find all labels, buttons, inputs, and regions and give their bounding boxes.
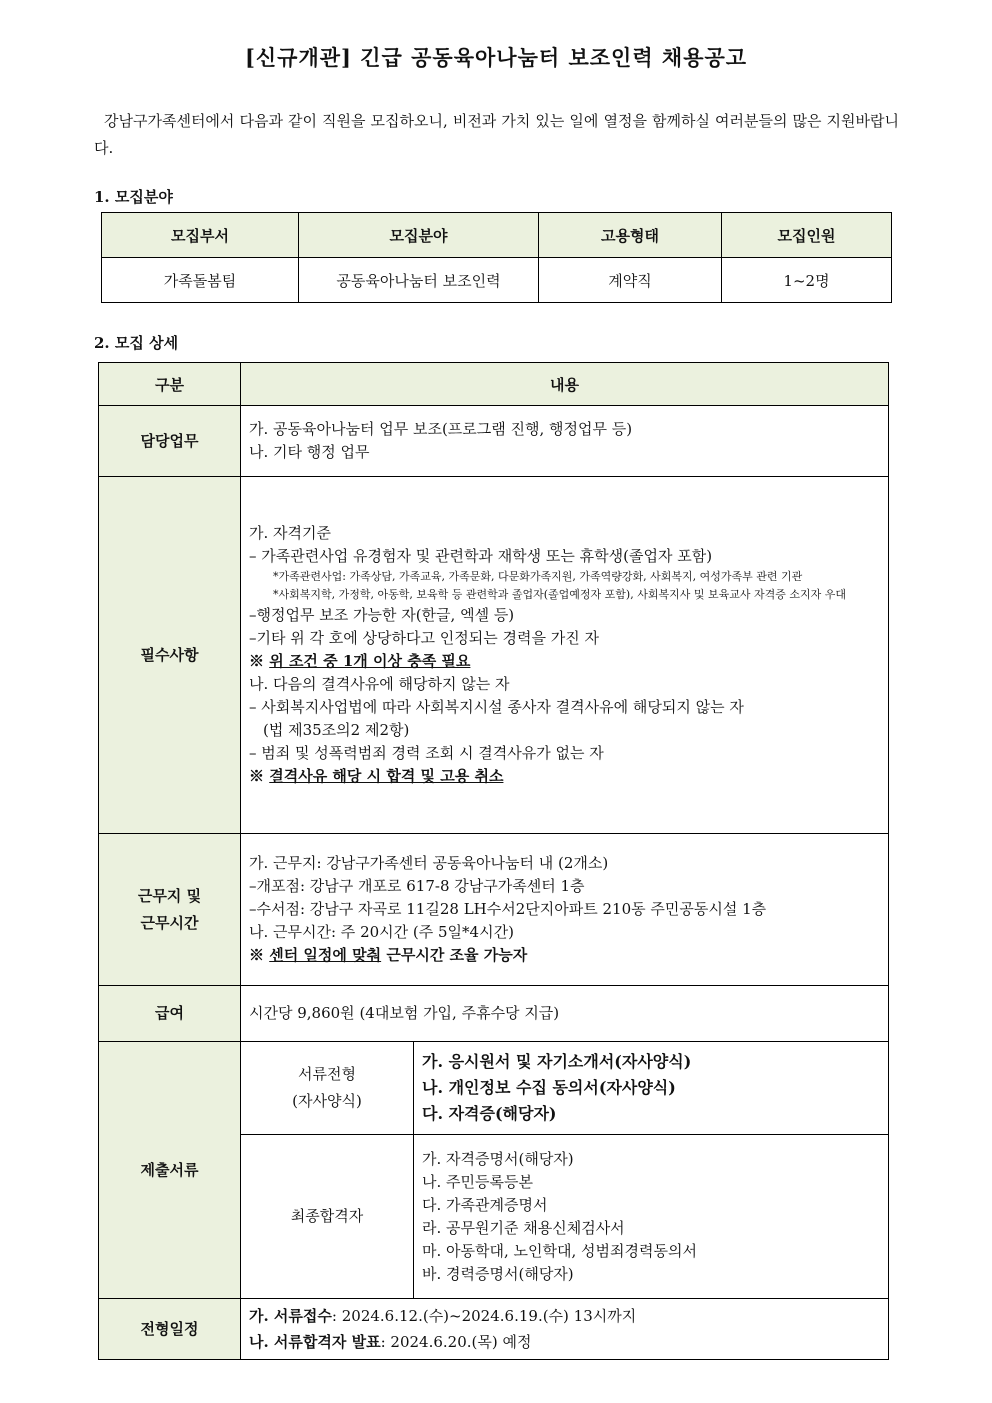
doc-item: 다. 가족관계증명서 (422, 1195, 548, 1214)
section-2-heading: 2. 모집 상세 (94, 334, 179, 352)
notice-mark: ※ (249, 652, 270, 670)
header-dept: 모집부서 (102, 213, 299, 258)
required-row (99, 477, 889, 834)
notice-text: 근무시간 조율 가능자 (381, 946, 528, 964)
duty-row (99, 406, 889, 477)
required-notice (249, 650, 880, 673)
schedule-row (99, 1299, 889, 1360)
duty-line: 나. 기타 행정 업무 (249, 443, 370, 461)
workplace-content (241, 834, 889, 986)
table-row (102, 258, 892, 303)
workplace-notice (249, 944, 880, 967)
doc-screen-label-line: 서류전형 (298, 1065, 356, 1083)
notice-text: 결격사유 해당 시 합격 및 고용 취소 (269, 767, 504, 785)
schedule-line (249, 1329, 880, 1355)
page-title: [신규개관] 긴급 공동육아나눔터 보조인력 채용공고 (244, 45, 748, 70)
doc-item: 다. 자격증(해당자) (422, 1104, 557, 1123)
required-notice (249, 765, 880, 788)
notice-text: 위 조건 중 1개 이상 충족 필요 (269, 652, 471, 670)
header-content: 내용 (241, 363, 889, 406)
salary-row (99, 986, 889, 1042)
required-content (241, 477, 889, 834)
schedule-value: : 2024.6.12.(수)~2024.6.19.(수) 13시까지 (331, 1307, 637, 1325)
notice-mark: ※ (249, 946, 270, 964)
duty-content (241, 406, 889, 477)
schedule-value: : 2024.6.20.(목) 예정 (380, 1333, 532, 1351)
required-line: –기타 위 각 호에 상당하다고 인정되는 경력을 가진 자 (249, 629, 599, 647)
intro-paragraph: 강남구가족센터에서 다음과 같이 직원을 모집하오니, 비전과 가치 있는 일에 열정을 함께하실 여러분들의 많은 지원바랍니다. (94, 112, 899, 157)
schedule-term: 가. 서류접수 (249, 1307, 332, 1325)
workplace-label (99, 834, 241, 986)
required-note: *사회복지학, 가정학, 아동학, 보육학 등 관련학과 졸업자(졸업예정자 포함), 사회복지사 및 보육교사 자격증 소지자 우대 (273, 588, 846, 601)
doc-item: 바. 경력증명서(해당자) (422, 1264, 574, 1283)
documents-label: 제출서류 (99, 1042, 241, 1299)
doc-item: 라. 공무원기준 채용신체검사서 (422, 1218, 625, 1237)
workplace-label-line: 근무시간 (140, 913, 199, 932)
workplace-line: 나. 근무시간: 주 20시간 (주 5일*4시간) (249, 923, 514, 941)
header-employment: 고용형태 (539, 213, 722, 258)
required-line: 나. 다음의 결격사유에 해당하지 않는 자 (249, 675, 510, 693)
header-field: 모집분야 (299, 213, 539, 258)
required-line: 가. 자격기준 (249, 524, 331, 542)
header-category: 구분 (99, 363, 241, 406)
schedule-label: 전형일정 (99, 1299, 241, 1360)
required-line: –행정업무 보조 가능한 자(한글, 엑셀 등) (249, 606, 515, 624)
required-line: – 범죄 및 성폭력범죄 경력 조회 시 결격사유가 없는 자 (249, 744, 604, 762)
duty-label: 담당업무 (99, 406, 241, 477)
required-note: *가족관련사업: 가족상담, 가족교육, 가족문화, 다문화가족지원, 가족역량강화, 사회복지, 여성가족부 관련 기관 (273, 570, 803, 583)
table-header-row (102, 213, 892, 258)
duty-line: 가. 공동육아나눔터 업무 보조(프로그램 진행, 행정업무 등) (249, 420, 633, 438)
doc-item: 마. 아동학대, 노인학대, 성범죄경력동의서 (422, 1241, 697, 1260)
final-items (414, 1135, 889, 1299)
doc-item: 가. 응시원서 및 자기소개서(자사양식) (422, 1052, 692, 1071)
header-count: 모집인원 (722, 213, 892, 258)
cell-field: 공동육아나눔터 보조인력 (299, 258, 539, 303)
required-line: – 가족관련사업 유경험자 및 관련학과 재학생 또는 휴학생(졸업자 포함) (249, 547, 713, 565)
doc-item: 나. 주민등록등본 (422, 1172, 533, 1191)
recruit-field-table (101, 212, 892, 303)
cell-dept: 가족돌봄팀 (102, 258, 299, 303)
schedule-line (249, 1303, 880, 1329)
workplace-row (99, 834, 889, 986)
recruit-detail-table (98, 362, 889, 1360)
documents-row-screening (99, 1042, 889, 1135)
required-label: 필수사항 (99, 477, 241, 834)
section-1-heading: 1. 모집분야 (94, 188, 173, 206)
notice-mark: ※ (249, 767, 270, 785)
schedule-term: 나. 서류합격자 발표 (249, 1333, 381, 1351)
table-header-row (99, 363, 889, 406)
doc-screen-label-line: (자사양식) (292, 1092, 362, 1110)
workplace-line: –수서점: 강남구 자곡로 11길28 LH수서2단지아파트 210동 주민공동시설 1층 (249, 900, 767, 918)
required-line: (법 제35조의2 제2항) (263, 721, 410, 739)
notice-underlined: 센터 일정에 맞춰 (269, 946, 382, 964)
doc-item: 나. 개인정보 수집 동의서(자사양식) (422, 1078, 676, 1097)
salary-label: 급여 (99, 986, 241, 1042)
cell-employment: 계약직 (539, 258, 722, 303)
workplace-label-line: 근무지 및 (137, 886, 202, 905)
doc-screen-label (241, 1042, 414, 1135)
final-label: 최종합격자 (241, 1135, 414, 1299)
schedule-content (241, 1299, 889, 1360)
doc-item: 가. 자격증명서(해당자) (422, 1149, 574, 1168)
cell-count: 1~2명 (722, 258, 892, 303)
workplace-line: –개포점: 강남구 개포로 617-8 강남구가족센터 1층 (249, 877, 585, 895)
salary-content: 시간당 9,860원 (4대보험 가입, 주휴수당 지급) (241, 986, 889, 1042)
doc-screen-items (414, 1042, 889, 1135)
required-line: – 사회복지사업법에 따라 사회복지시설 종사자 결격사유에 해당되지 않는 자 (249, 698, 744, 716)
workplace-line: 가. 근무지: 강남구가족센터 공동육아나눔터 내 (2개소) (249, 854, 609, 872)
